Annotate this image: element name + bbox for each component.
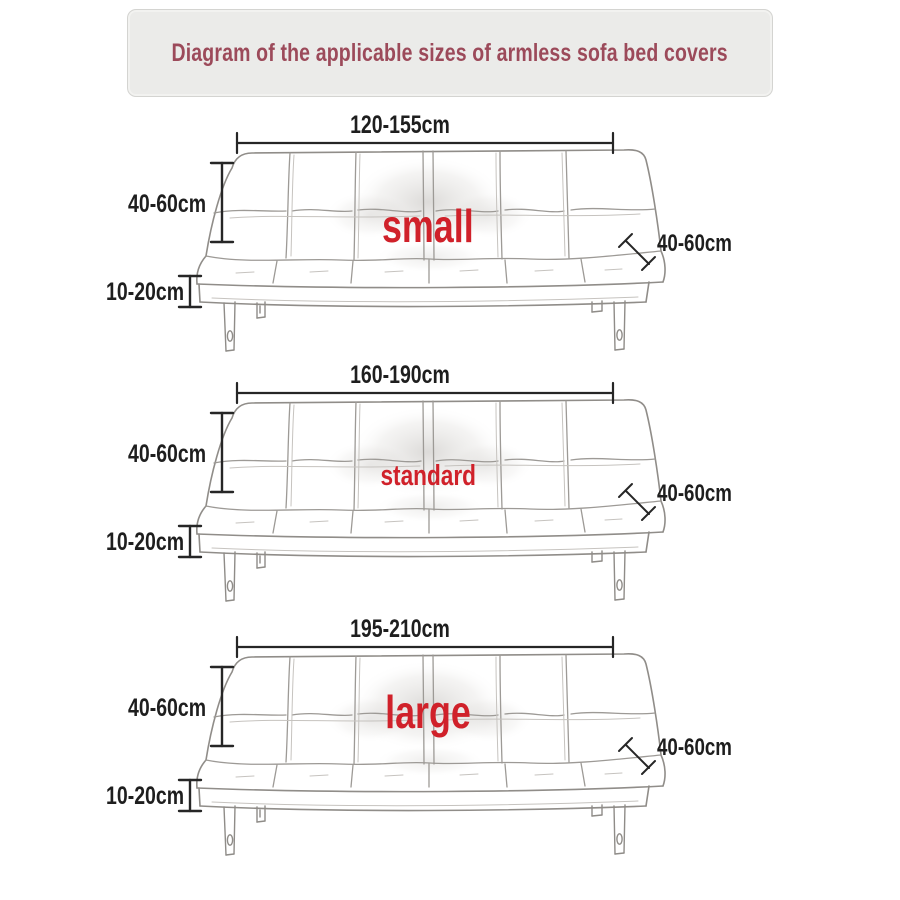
back-height-dimension-label: 40-60cm (127, 694, 206, 722)
width-dimension-label: 120-155cm (350, 111, 450, 139)
base-height-dimension-label: 10-20cm (105, 278, 184, 306)
base-height-dimension-label: 10-20cm (105, 782, 184, 810)
sofa-diagram-large (0, 616, 900, 866)
depth-dimension-label: 40-60cm (657, 734, 732, 761)
depth-dimension-label: 40-60cm (657, 480, 732, 507)
page-title: Diagram of the applicable sizes of armless sofa bed covers (171, 38, 729, 67)
size-name-label: small (382, 200, 474, 252)
sofa-diagram-small (0, 112, 900, 362)
sofa-diagram-standard (0, 362, 900, 612)
size-name-label: standard (380, 459, 476, 492)
width-dimension-label: 195-210cm (350, 615, 450, 643)
back-height-dimension-label: 40-60cm (127, 190, 206, 218)
header (127, 9, 773, 97)
depth-dimension-label: 40-60cm (657, 230, 732, 257)
base-height-dimension-label: 10-20cm (105, 528, 184, 556)
width-dimension-label: 160-190cm (350, 361, 450, 389)
back-height-dimension-label: 40-60cm (127, 440, 206, 468)
size-name-label: large (385, 686, 471, 738)
